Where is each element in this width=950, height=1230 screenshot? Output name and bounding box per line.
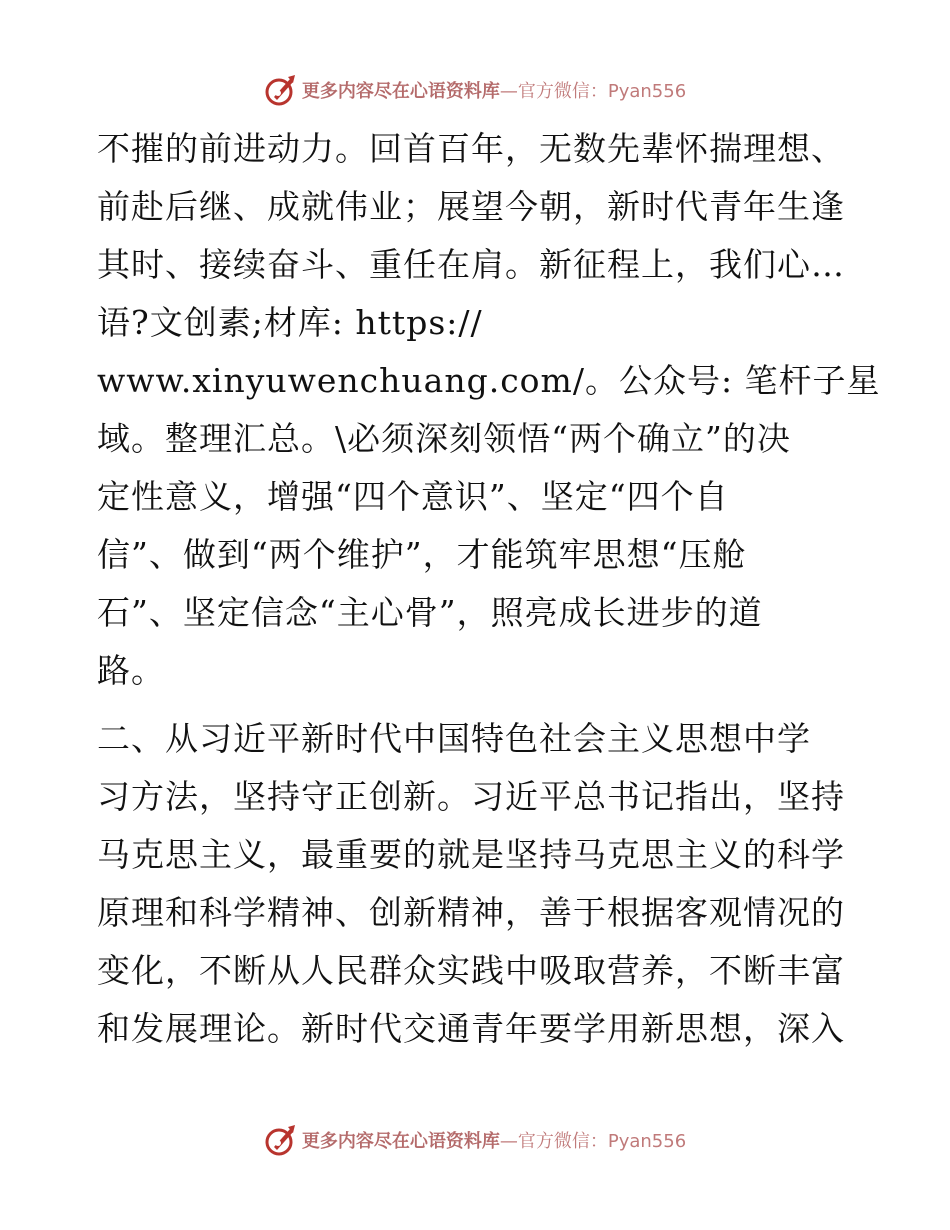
- text-line: 域。整理汇总。\必须深刻领悟“两个确立”的决: [97, 419, 791, 458]
- text-line: 不摧的前进动力。回首百年，无数先辈怀揣理想、: [97, 129, 845, 168]
- paragraph-gap: [97, 700, 857, 710]
- text-line: 和发展理论。新时代交通青年要学用新思想，深入: [97, 1009, 845, 1048]
- header-site-name: 更多内容尽在心语资料库: [301, 81, 500, 102]
- text-line: 路。: [97, 651, 165, 690]
- text-line: 定性意义，增强“四个意识”、坚定“四个自: [97, 477, 729, 516]
- text-line: 变化，不断从人民群众实践中吸取营养，不断丰富: [97, 951, 845, 990]
- header-watermark: [0, 70, 950, 110]
- text-line: 原理和科学精神、创新精神，善于根据客观情况的: [97, 893, 845, 932]
- text-line: 信”、做到“两个维护”，才能筑牢思想“压舱: [97, 535, 747, 574]
- paragraph-1: [97, 120, 881, 700]
- quill-logo-icon: [264, 1123, 298, 1157]
- text-line: 习方法，坚持守正创新。习近平总书记指出，坚持: [97, 777, 845, 816]
- paragraph-2: [97, 710, 857, 1058]
- footer-watermark: [0, 1120, 950, 1160]
- document-body: [97, 120, 881, 1058]
- text-line: 二、从习近平新时代中国特色社会主义思想中学: [97, 719, 811, 758]
- footer-site-name: 更多内容尽在心语资料库: [301, 1131, 500, 1152]
- text-line: 前赴后继、成就伟业；展望今朝，新时代青年生逢: [97, 187, 845, 226]
- footer-wechat: —官方微信：Pyan556: [499, 1131, 687, 1152]
- header-wechat: —官方微信：Pyan556: [499, 81, 687, 102]
- text-line: 石”、坚定信念“主心骨”，照亮成长进步的道: [97, 593, 763, 632]
- text-line: www.xinyuwenchuang.com/。公众号: 笔杆子星: [97, 361, 881, 400]
- quill-logo-icon: [264, 73, 298, 107]
- text-line: 马克思主义，最重要的就是坚持马克思主义的科学: [97, 835, 845, 874]
- text-line: 语?文创素;材库: https://: [97, 303, 483, 342]
- text-line: 其时、接续奋斗、重任在肩。新征程上，我们心…: [97, 245, 845, 284]
